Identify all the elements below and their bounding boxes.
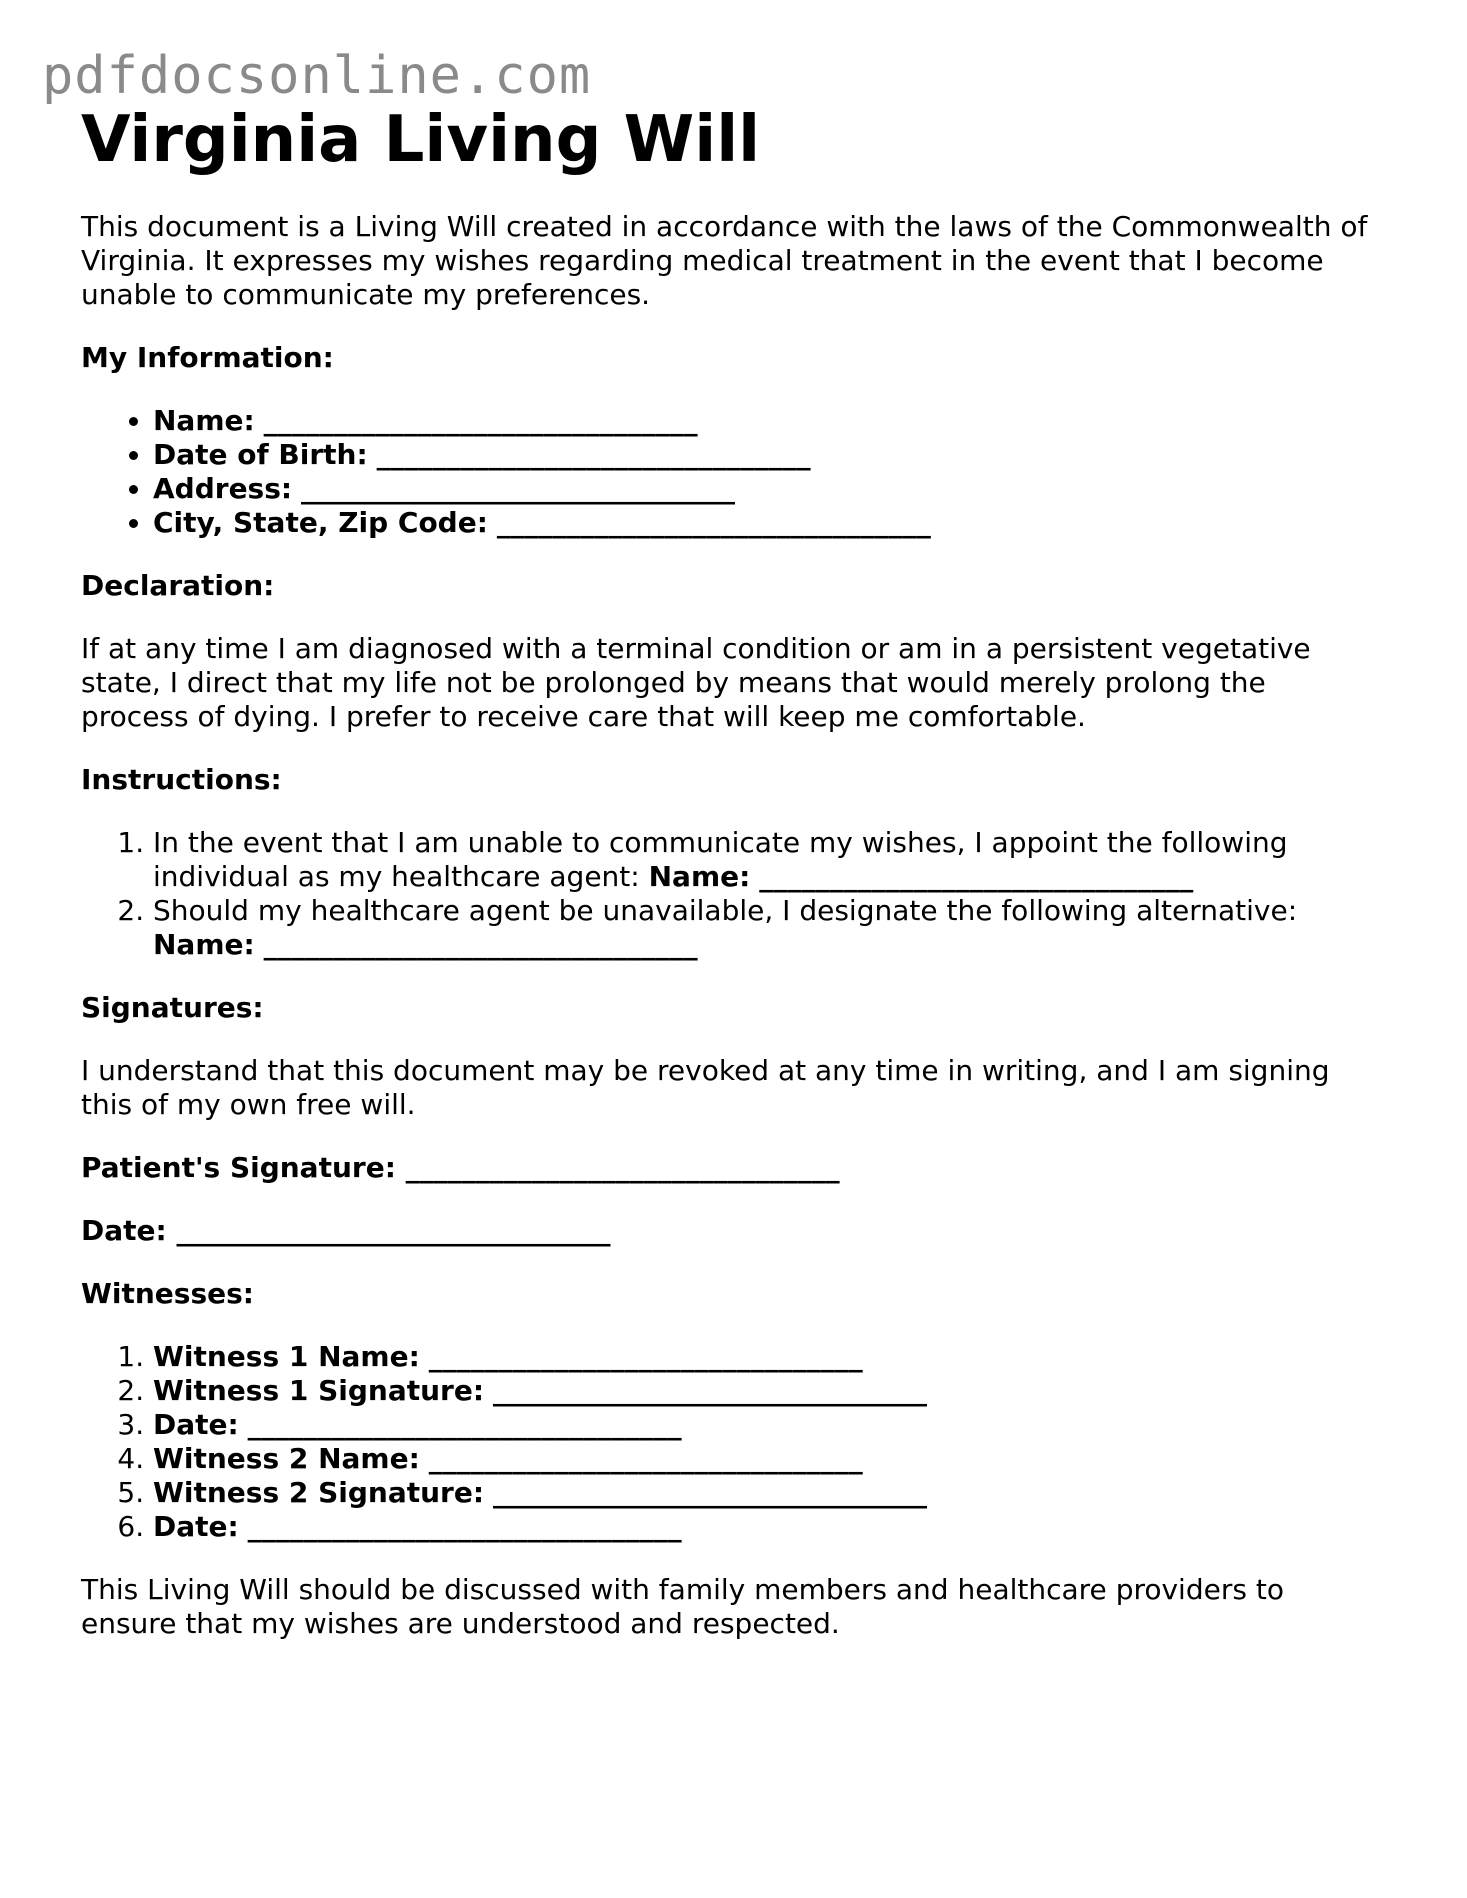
field-name (153, 404, 1381, 438)
blank-line[interactable]: _______________________________ (301, 472, 735, 505)
instructions-list (81, 826, 1381, 962)
page-title: Virginia Living Will (81, 103, 761, 177)
field-label: Witness 1 Name: (153, 1340, 420, 1373)
my-information-list (81, 404, 1381, 540)
field-address (153, 472, 1381, 506)
instruction-item (153, 894, 1381, 962)
instruction-text: Should my healthcare agent be unavailable, I designate the following alternative: (153, 894, 1298, 927)
field-label: Witness 2 Signature: (153, 1476, 485, 1509)
witness-field (153, 1476, 1381, 1510)
blank-line[interactable]: _______________________________ (759, 860, 1194, 893)
field-label: Date of Birth: (153, 438, 368, 471)
watermark: pdfdocsonline.com (42, 46, 592, 106)
declaration-text: If at any time I am diagnosed with a terminal condition or am in a persistent vegetative state, I direct that my life not be prolonged by means that would merely prolong the process of dying. I prefer to receive care that will keep me comfortable. (81, 632, 1311, 733)
document-page (81, 102, 1381, 1641)
field-label: City, State, Zip Code: (153, 506, 488, 539)
declaration-heading: Declaration: (81, 569, 275, 602)
blank-line[interactable]: _______________________________ (492, 1476, 927, 1509)
field-label: Name: (153, 928, 255, 961)
field-label: Patient's Signature: (81, 1151, 396, 1184)
blank-line[interactable]: _______________________________ (428, 1340, 863, 1373)
field-label: Date: (153, 1510, 239, 1543)
closing-paragraph: This Living Will should be discussed with family members and healthcare providers to ensure that my wishes are understood and respected. (81, 1573, 1284, 1640)
date-field (81, 1214, 1381, 1248)
field-label: Name: (648, 860, 751, 893)
field-label: Witness 1 Signature: (153, 1374, 485, 1407)
instructions-heading: Instructions: (81, 763, 282, 796)
signatures-text: I understand that this document may be revoked at any time in writing, and I am signing this of my own free will. (81, 1054, 1330, 1121)
field-label: Name: (153, 404, 255, 437)
instruction-item (153, 826, 1381, 894)
my-information-heading: My Information: (81, 341, 334, 374)
signatures-heading: Signatures: (81, 991, 264, 1024)
witnesses-heading: Witnesses: (81, 1277, 254, 1310)
field-label: Date: (153, 1408, 239, 1441)
blank-line[interactable]: _______________________________ (263, 928, 698, 961)
field-label: Witness 2 Name: (153, 1442, 420, 1475)
field-city-state-zip (153, 506, 1381, 540)
patient-signature-field (81, 1151, 1381, 1185)
witness-field (153, 1374, 1381, 1408)
blank-line[interactable]: _______________________________ (376, 438, 811, 471)
witnesses-list (81, 1340, 1381, 1544)
blank-line[interactable]: _______________________________ (405, 1151, 840, 1184)
field-label: Date: (81, 1214, 167, 1247)
blank-line[interactable]: _______________________________ (496, 506, 931, 539)
witness-field (153, 1340, 1381, 1374)
blank-line[interactable]: _______________________________ (492, 1374, 927, 1407)
witness-field (153, 1442, 1381, 1476)
blank-line[interactable]: _______________________________ (176, 1214, 611, 1247)
blank-line[interactable]: _______________________________ (247, 1408, 682, 1441)
witness-field (153, 1510, 1381, 1544)
field-label: Address: (153, 472, 293, 505)
blank-line[interactable]: _______________________________ (263, 404, 698, 437)
blank-line[interactable]: _______________________________ (247, 1510, 682, 1543)
field-date-of-birth (153, 438, 1381, 472)
witness-field (153, 1408, 1381, 1442)
intro-paragraph: This document is a Living Will created in accordance with the laws of the Commonwealth of Virginia. It expresses my wishes regarding medical treatment in the event that I become unable to communicate my preferences. (81, 210, 1368, 311)
blank-line[interactable]: _______________________________ (428, 1442, 863, 1475)
instruction-text: In the event that I am unable to communicate my wishes, I appoint the following individual as my healthcare agent: (153, 826, 1288, 893)
